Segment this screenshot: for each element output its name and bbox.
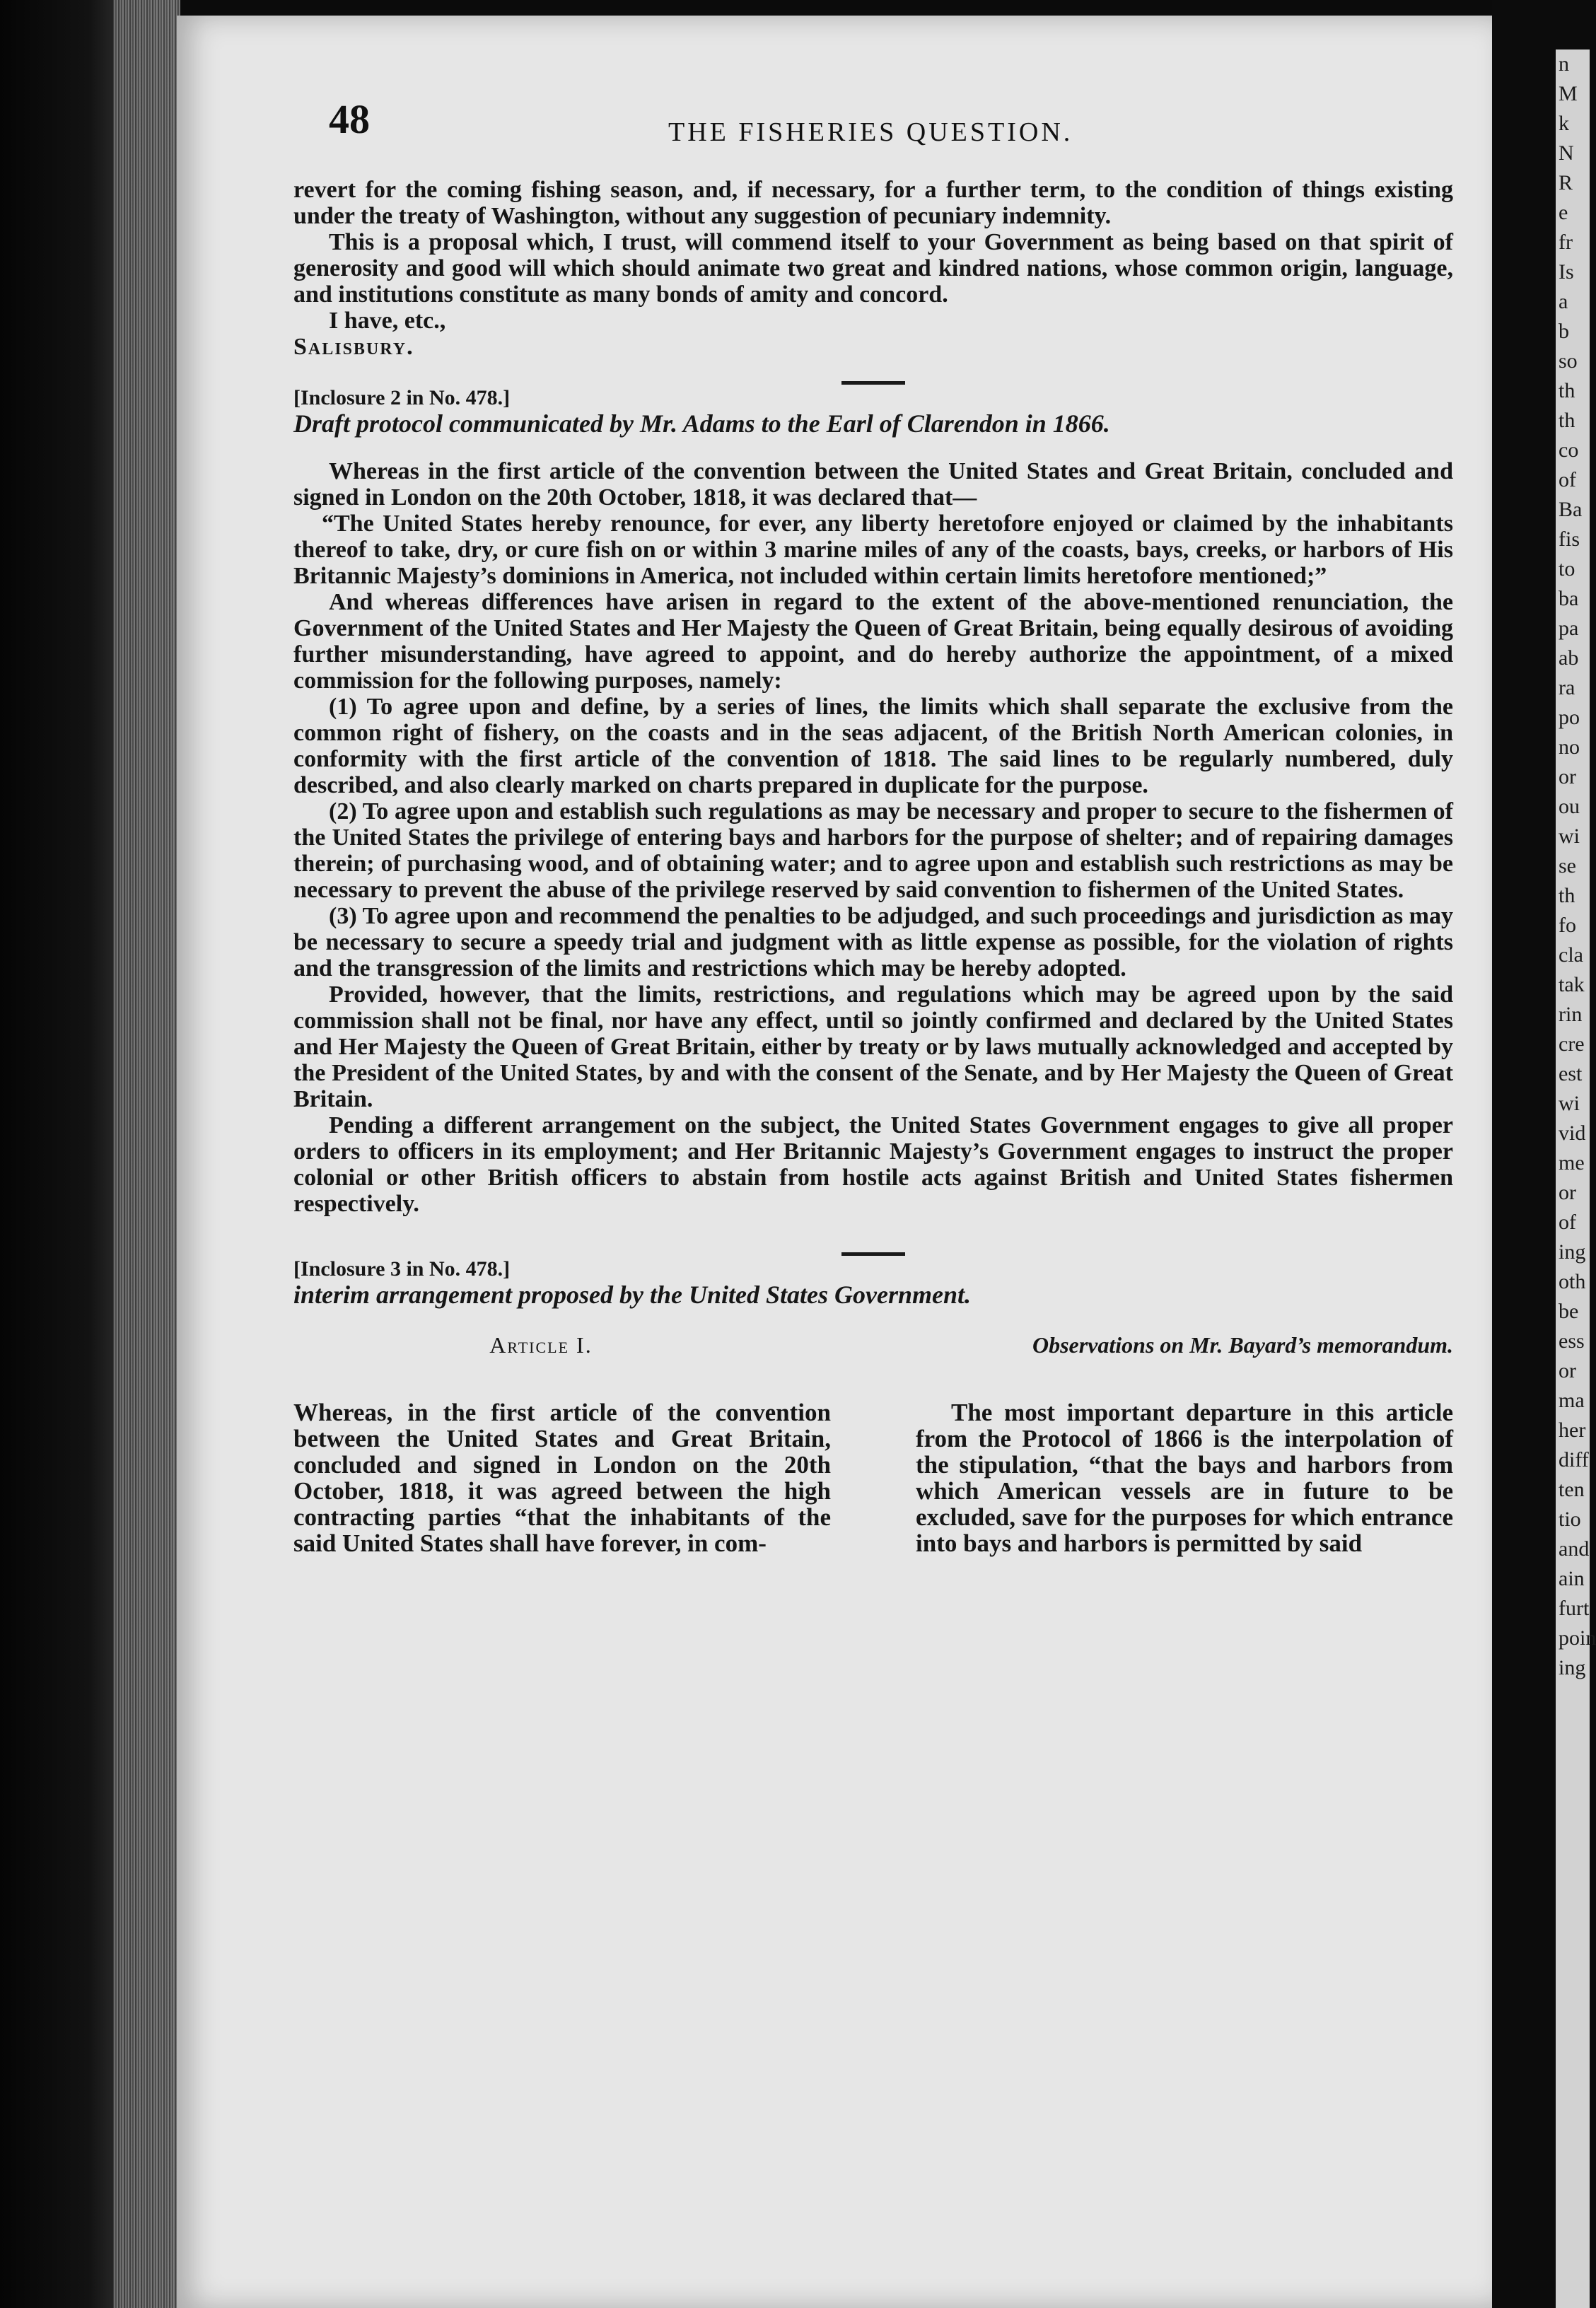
article-heading: Article I. bbox=[489, 1332, 593, 1358]
protocol-paragraph: Whereas in the first article of the convention between the United States and Great Britain, concluded and signed in London on the 20th October, 1818, it was declared that— bbox=[293, 458, 1453, 511]
adjacent-page-line: ba bbox=[1559, 587, 1579, 610]
adjacent-page-line: ten bbox=[1559, 1478, 1585, 1501]
observations-heading: Observations on Mr. Bayard’s memorandum. bbox=[1032, 1332, 1453, 1358]
adjacent-page-line: se bbox=[1559, 854, 1576, 878]
adjacent-page-line: diff bbox=[1559, 1448, 1589, 1471]
adjacent-page-line: wi bbox=[1559, 824, 1580, 848]
adjacent-page-line: th bbox=[1559, 409, 1575, 432]
adjacent-page-line: fr bbox=[1559, 231, 1573, 254]
protocol-paragraph: Pending a different arrangement on the subject, the United States Government engages to give all proper orders to officers in its employment; and Her Britannic Majesty’s Government engages to instruct the proper colonial or other British officers to abstain from hostile acts against British and United States fishermen respectively. bbox=[293, 1112, 1453, 1217]
protocol-paragraph: And whereas differences have arisen in regard to the extent of the above-mentioned renunciation, the Government of the United States and Her Majesty the Queen of Great Britain, being equally desirous of avoiding further misunderstanding, have agreed to appoint, and do hereby authorize the appointment, of a mixed commission for the following purposes, namely: bbox=[293, 589, 1453, 694]
adjacent-page-line: oth bbox=[1559, 1270, 1586, 1293]
adjacent-page-line: est bbox=[1559, 1062, 1583, 1085]
adjacent-page-line: k bbox=[1559, 112, 1569, 135]
adjacent-page-line: so bbox=[1559, 349, 1578, 373]
adjacent-page-line: R bbox=[1559, 171, 1573, 194]
adjacent-page-line: of bbox=[1559, 1211, 1576, 1234]
adjacent-page-line: th bbox=[1559, 379, 1575, 402]
adjacent-page-line: co bbox=[1559, 438, 1579, 462]
two-column-section bbox=[293, 1332, 1453, 1556]
adjacent-page-line: rin bbox=[1559, 1003, 1583, 1026]
adjacent-page-fragment bbox=[1556, 49, 1596, 2308]
adjacent-page-line: e bbox=[1559, 201, 1568, 224]
inclosure-label: [Inclosure 3 in No. 478.] bbox=[293, 1257, 511, 1281]
adjacent-page-line: th bbox=[1559, 884, 1575, 907]
right-column bbox=[916, 1332, 1453, 1556]
adjacent-page-line: tak bbox=[1559, 973, 1585, 996]
adjacent-page-line: or bbox=[1559, 765, 1576, 788]
adjacent-page-line: ing bbox=[1559, 1656, 1586, 1679]
adjacent-page-line: a bbox=[1559, 290, 1568, 313]
letter-signature: Salisbury. bbox=[293, 334, 414, 360]
adjacent-page-line: b bbox=[1559, 320, 1569, 343]
adjacent-page-line: Is bbox=[1559, 260, 1574, 284]
adjacent-page-line: poin bbox=[1559, 1626, 1596, 1650]
adjacent-page-line: vid bbox=[1559, 1121, 1586, 1145]
adjacent-page-line: fo bbox=[1559, 914, 1576, 937]
protocol-quote: “The United States hereby renounce, for ever, any liberty heretofore enjoyed or claimed by the inhabitants thereof to take, dry, or cure fish on or within 3 marine miles of any of the coasts, bays, creeks, or harbors of His Britannic Majesty’s dominions in America, not included within certain limits heretofore mentioned;” bbox=[293, 511, 1453, 589]
page-header bbox=[329, 95, 1432, 159]
adjacent-page-line: of bbox=[1559, 468, 1576, 491]
adjacent-page-line: M bbox=[1559, 82, 1578, 105]
left-column bbox=[293, 1332, 831, 1556]
observations-text: The most important departure in this article from the Protocol of 1866 is the interpolation of the stipulation, “that the bays and harbors from which American vessels are in future to be excluded, save for the purposes for which entrance into bays and harbors is permitted by said bbox=[916, 1399, 1453, 1557]
adjacent-page-line: pa bbox=[1559, 617, 1579, 640]
adjacent-page-line: or bbox=[1559, 1181, 1576, 1204]
adjacent-page-line: wi bbox=[1559, 1092, 1580, 1115]
adjacent-page-line: tio bbox=[1559, 1508, 1581, 1531]
adjacent-page-line: ra bbox=[1559, 676, 1575, 699]
adjacent-page-line: furt bbox=[1559, 1597, 1590, 1620]
adjacent-page-line: n bbox=[1559, 52, 1569, 76]
adjacent-page-line: N bbox=[1559, 141, 1574, 165]
protocol-paragraph: (1) To agree upon and define, by a series of lines, the limits which shall separate the exclusive from the common right of fishery, on the coasts and in the seas adjacent, of the British North American colonies, in conformity with the first article of the convention of 1818. The said lines to be regularly numbered, duly described, and also clearly marked on charts prepared in duplicate for the purpose. bbox=[293, 694, 1453, 798]
adjacent-page-line: no bbox=[1559, 735, 1580, 759]
adjacent-page-line: me bbox=[1559, 1151, 1585, 1175]
adjacent-page-line: ain bbox=[1559, 1567, 1585, 1590]
letter-closing: I have, etc., bbox=[329, 308, 446, 334]
protocol-paragraph: (3) To agree upon and recommend the penalties to be adjudged, and such proceedings and jurisdiction as may be necessary to secure a speedy trial and judgment with as little expense as possible, for the violation of rights and the transgression of the limits and restrictions which may be hereby adopted. bbox=[293, 903, 1453, 981]
page-body bbox=[293, 177, 1453, 1556]
protocol-paragraph: Provided, however, that the limits, restrictions, and regulations which may be agreed upon by the said commission shall not be final, nor have any effect, until so jointly confirmed and declared by the United States and Her Majesty the Queen of Great Britain, either by treaty or by laws mutually acknowledged and accepted by the President of the United States, by and with the consent of the Senate, and by Her Majesty the Queen of Great Britain. bbox=[293, 981, 1453, 1112]
adjacent-page-line: ou bbox=[1559, 795, 1580, 818]
running-title: THE FISHERIES QUESTION. bbox=[668, 117, 1073, 147]
adjacent-page-line: ab bbox=[1559, 646, 1579, 670]
inclosure-label: [Inclosure 2 in No. 478.] bbox=[293, 386, 511, 409]
adjacent-page-line: and bbox=[1559, 1537, 1590, 1561]
inclosure-title: interim arrangement proposed by the United States Government. bbox=[293, 1281, 972, 1309]
article-text: Whereas, in the first article of the convention between the United States and Great Britain, concluded and signed in London on the 20th October, 1818, it was agreed between the high contracting parties “that the inhabitants of the said United States shall have forever, in com- bbox=[293, 1399, 831, 1557]
adjacent-page-line: be bbox=[1559, 1300, 1579, 1323]
letter-paragraph: revert for the coming fishing season, and, if necessary, for a further term, to the condition of things existing under the treaty of Washington, without any suggestion of pecuniary indemnity. bbox=[293, 177, 1453, 229]
inclosure-title: Draft protocol communicated by Mr. Adams to the Earl of Clarendon in 1866. bbox=[293, 409, 1110, 438]
adjacent-page-line: Ba bbox=[1559, 498, 1583, 521]
adjacent-page-line: ma bbox=[1559, 1389, 1585, 1412]
adjacent-page-line: cla bbox=[1559, 943, 1583, 967]
adjacent-page-line: or bbox=[1559, 1359, 1576, 1382]
adjacent-page-line: her bbox=[1559, 1418, 1586, 1442]
adjacent-page-line: ing bbox=[1559, 1240, 1586, 1264]
protocol-paragraph: (2) To agree upon and establish such regulations as may be necessary and proper to secure to the fishermen of the United States the privilege of entering bays and harbors for the purpose of shelter; and of repairing damages therein; of purchasing wood, and of obtaining water; and to agree upon and establish such restrictions as may be necessary to prevent the abuse of the privilege reserved by said convention to fishermen of the United States. bbox=[293, 798, 1453, 903]
page-edges bbox=[113, 0, 180, 2308]
letter-paragraph: This is a proposal which, I trust, will commend itself to your Government as being based on that spirit of generosity and good will which should animate two great and kindred nations, whose common origin, language, and institutions constitute as many bonds of amity and concord. bbox=[293, 229, 1453, 308]
adjacent-page-line: to bbox=[1559, 557, 1575, 581]
adjacent-page-line: cre bbox=[1559, 1032, 1585, 1056]
page-number: 48 bbox=[329, 96, 370, 142]
adjacent-page-line: po bbox=[1559, 706, 1580, 729]
adjacent-page-line: ess bbox=[1559, 1329, 1585, 1353]
adjacent-page-line: fis bbox=[1559, 528, 1580, 551]
